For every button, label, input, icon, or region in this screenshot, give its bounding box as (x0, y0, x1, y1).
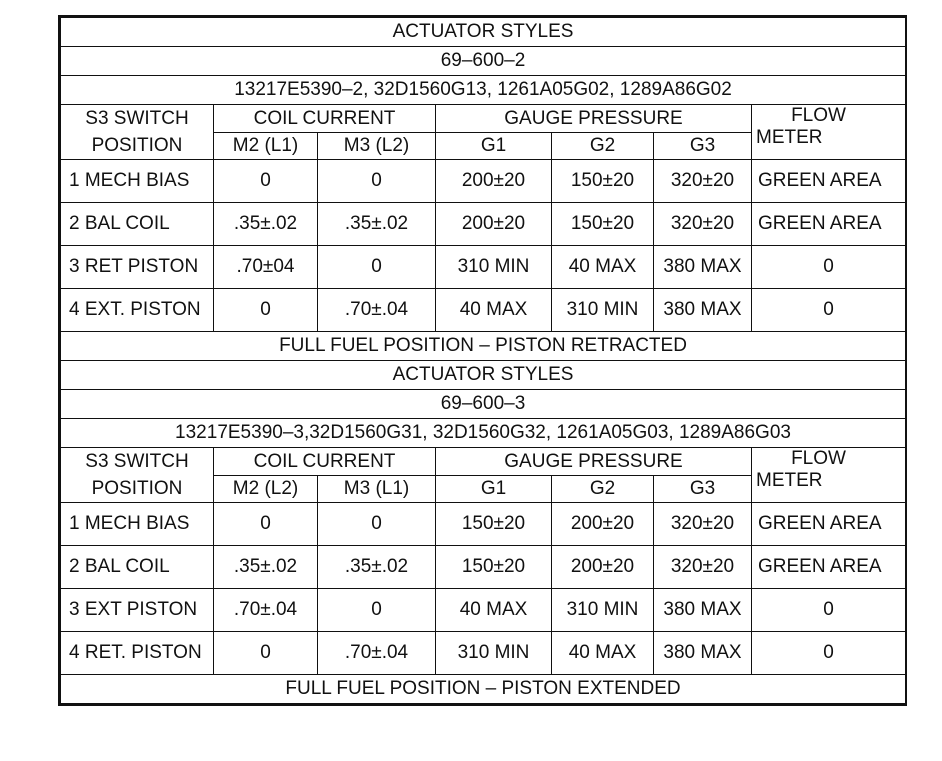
row-g2: 310 MIN (552, 589, 654, 632)
row-g3: 380 MAX (654, 289, 752, 332)
section-2-footer: FULL FUEL POSITION – PISTON EXTENDED (61, 675, 906, 704)
row-g2: 150±20 (552, 203, 654, 246)
row-m3: 0 (318, 589, 436, 632)
section-1-parts: 13217E5390–2, 32D1560G13, 1261A05G02, 1289A86G02 (61, 76, 906, 105)
row-g3: 380 MAX (654, 632, 752, 675)
row-g3: 380 MAX (654, 589, 752, 632)
flow-meter-header (752, 105, 906, 160)
row-flow: 0 (752, 289, 906, 332)
table-row (61, 546, 906, 589)
row-flow: 0 (752, 632, 906, 675)
row-m2: .70±.04 (214, 589, 318, 632)
g3-header: G3 (654, 476, 752, 503)
row-g1: 200±20 (436, 203, 552, 246)
table-row (61, 203, 906, 246)
row-m2: 0 (214, 160, 318, 203)
switch-header-top: S3 SWITCH (61, 448, 214, 476)
row-position: 4 RET. PISTON (61, 632, 214, 675)
table-row (61, 160, 906, 203)
row-g1: 40 MAX (436, 289, 552, 332)
g2-header: G2 (552, 476, 654, 503)
row-m2: .70±04 (214, 246, 318, 289)
gauge-pressure-header: GAUGE PRESSURE (436, 105, 752, 133)
g1-header: G1 (436, 133, 552, 160)
flow-meter-header (752, 448, 906, 503)
row-flow: 0 (752, 246, 906, 289)
row-flow: GREEN AREA (752, 503, 906, 546)
section-2-title: ACTUATOR STYLES (61, 361, 906, 390)
table-row (61, 246, 906, 289)
m3-header: M3 (L2) (318, 133, 436, 160)
row-g3: 320±20 (654, 546, 752, 589)
table-row (61, 289, 906, 332)
section-1-model: 69–600–2 (61, 47, 906, 76)
row-g3: 320±20 (654, 160, 752, 203)
row-g3: 320±20 (654, 203, 752, 246)
row-g2: 150±20 (552, 160, 654, 203)
row-g2: 310 MIN (552, 289, 654, 332)
row-m3: 0 (318, 246, 436, 289)
row-m3: .70±.04 (318, 289, 436, 332)
row-flow: 0 (752, 589, 906, 632)
section-2-model: 69–600–3 (61, 390, 906, 419)
row-g3: 320±20 (654, 503, 752, 546)
row-m2: 0 (214, 289, 318, 332)
table-row (61, 632, 906, 675)
row-m2: 0 (214, 632, 318, 675)
row-g1: 150±20 (436, 546, 552, 589)
row-m2: 0 (214, 503, 318, 546)
g3-header: G3 (654, 133, 752, 160)
flow-header-top: FLOW (791, 105, 846, 126)
row-position: 2 BAL COIL (61, 203, 214, 246)
row-flow: GREEN AREA (752, 160, 906, 203)
row-flow: GREEN AREA (752, 203, 906, 246)
switch-header-bottom: POSITION (61, 476, 214, 503)
m2-header: M2 (L2) (214, 476, 318, 503)
row-m3: 0 (318, 503, 436, 546)
row-position: 1 MECH BIAS (61, 503, 214, 546)
coil-current-header: COIL CURRENT (214, 448, 436, 476)
row-g2: 200±20 (552, 503, 654, 546)
section-1-footer: FULL FUEL POSITION – PISTON RETRACTED (61, 332, 906, 361)
table-row (61, 503, 906, 546)
switch-header-top: S3 SWITCH (61, 105, 214, 133)
row-g2: 40 MAX (552, 632, 654, 675)
row-m2: .35±.02 (214, 546, 318, 589)
row-m2: .35±.02 (214, 203, 318, 246)
row-position: 2 BAL COIL (61, 546, 214, 589)
flow-header-top: FLOW (791, 448, 846, 469)
gauge-pressure-header: GAUGE PRESSURE (436, 448, 752, 476)
row-m3: .70±.04 (318, 632, 436, 675)
row-g1: 150±20 (436, 503, 552, 546)
m3-header: M3 (L1) (318, 476, 436, 503)
row-g2: 40 MAX (552, 246, 654, 289)
row-g1: 310 MIN (436, 632, 552, 675)
section-1-title: ACTUATOR STYLES (61, 18, 906, 47)
g1-header: G1 (436, 476, 552, 503)
switch-header-bottom: POSITION (61, 133, 214, 160)
row-g3: 380 MAX (654, 246, 752, 289)
row-position: 3 RET PISTON (61, 246, 214, 289)
m2-header: M2 (L1) (214, 133, 318, 160)
row-position: 1 MECH BIAS (61, 160, 214, 203)
row-m3: 0 (318, 160, 436, 203)
g2-header: G2 (552, 133, 654, 160)
coil-current-header: COIL CURRENT (214, 105, 436, 133)
section-2-parts: 13217E5390–3,32D1560G31, 32D1560G32, 1261A05G03, 1289A86G03 (61, 419, 906, 448)
row-g1: 310 MIN (436, 246, 552, 289)
flow-header-bottom: METER (756, 127, 823, 148)
row-g1: 40 MAX (436, 589, 552, 632)
row-m3: .35±.02 (318, 546, 436, 589)
row-g1: 200±20 (436, 160, 552, 203)
actuator-spec-table (58, 15, 907, 706)
row-flow: GREEN AREA (752, 546, 906, 589)
flow-header-bottom: METER (756, 470, 823, 491)
row-position: 3 EXT PISTON (61, 589, 214, 632)
row-position: 4 EXT. PISTON (61, 289, 214, 332)
row-m3: .35±.02 (318, 203, 436, 246)
table-row (61, 589, 906, 632)
row-g2: 200±20 (552, 546, 654, 589)
